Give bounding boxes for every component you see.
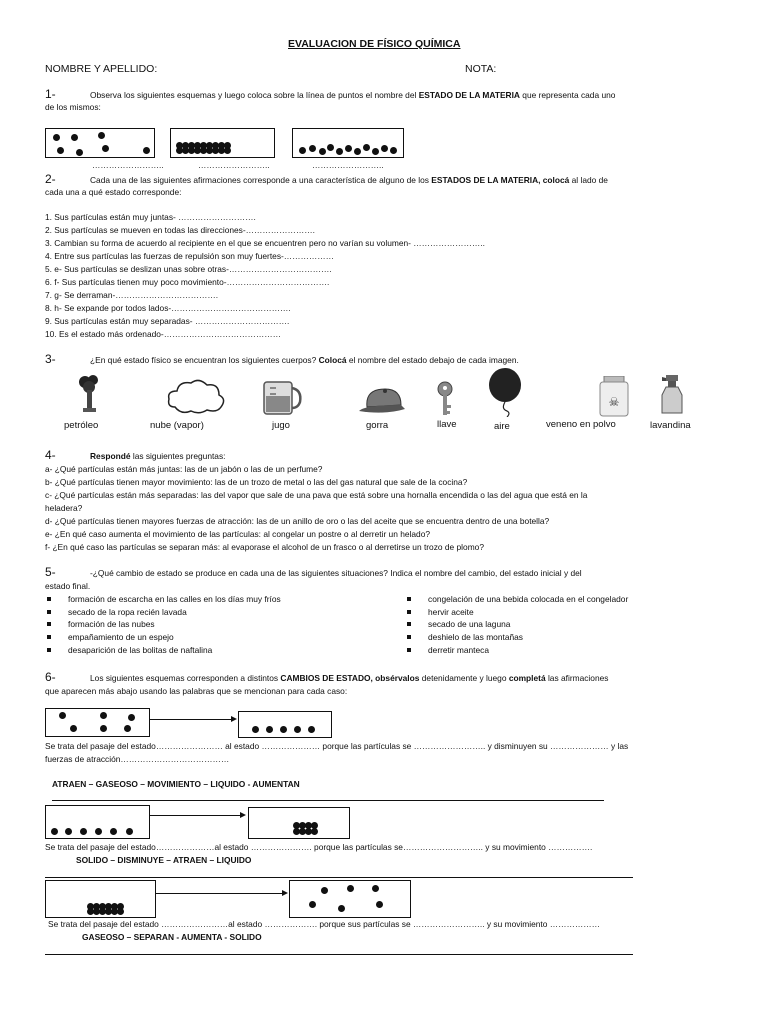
scheme1-liquid-box — [238, 711, 332, 738]
q5-left-item: desaparición de las bolitas de naftalina — [68, 645, 213, 655]
q2-item: 5. e- Sus partículas se deslizan unas sobre otras-………………………………. — [45, 264, 332, 274]
name-label: NOMBRE Y APELLIDO: — [45, 63, 158, 75]
image-label: jugo — [272, 420, 290, 431]
q2-item: 7. g- Se derraman-………………………………. — [45, 290, 219, 300]
q2-text: Cada una de las siguientes afirmaciones corresponde a una característica de alguno de los ESTADOS DE LA MATERIA, colocá al lado de — [90, 175, 608, 185]
q6-text-cont: que aparecen más abajo usando las palabras que se mencionan para cada caso: — [45, 686, 348, 696]
q2-item: 9. Sus partículas están muy separadas- ……………………………. — [45, 316, 290, 326]
q5-left-item: formación de escarcha en las calles en los días muy fríos — [68, 594, 281, 604]
q5-right-item: derretir manteca — [428, 645, 489, 655]
image-label: lavandina — [650, 420, 691, 431]
solid-diagram — [170, 128, 275, 158]
q5-number: 5- — [45, 565, 56, 579]
q4-item: d- ¿Qué partículas tienen mayores fuerzas de atracción: las de un anillo de oro o las del aceite que se encuentra dentro de una botella? — [45, 516, 550, 526]
scheme1-sentence-cont[interactable]: fuerzas de atracción………………………………… — [45, 754, 230, 764]
q1-text: Observa los siguientes esquemas y luego coloca sobre la línea de puntos el nombre del ESTADO DE LA MATERIA que representa cada uno — [90, 90, 616, 100]
scheme3-word-bank: GASEOSO – SEPARAN - AUMENTA - SOLIDO — [82, 932, 262, 942]
key-icon — [435, 381, 455, 419]
q5-right-item: secado de una laguna — [428, 619, 511, 629]
q1-text-cont: de los mismos: — [45, 102, 101, 112]
q4-item: f- ¿En qué caso las partículas se separan más: al evaporase el alcohol de un frasco o al derretirse un trozo de plomo? — [45, 542, 484, 552]
q1-number: 1- — [45, 87, 56, 101]
q5-text: -¿Qué cambio de estado se produce en cada una de las siguientes situaciones? Indica el nombre del cambio, del estado inicial y del — [90, 568, 582, 578]
liquid-diagram — [292, 128, 404, 158]
poison-jar-icon — [596, 376, 632, 418]
q2-item: 10. Es el estado más ordenado-…………………………………… — [45, 329, 281, 339]
scheme2-solid-box — [248, 807, 350, 839]
q5-right-item: deshielo de las montañas — [428, 632, 523, 642]
scheme2-liquid-box — [45, 805, 150, 839]
page-title: EVALUACION DE FÍSICO QUÍMICA — [288, 38, 461, 50]
measuring-jug-icon — [258, 378, 304, 418]
scheme2-word-bank: SOLIDO – DISMINUYE – ATRAEN – LIQUIDO — [76, 855, 252, 865]
q4-item: e- ¿En qué caso aumenta el movimiento de las partículas: al congelar un postre o al derretir un helado? — [45, 529, 431, 539]
q4-item: b- ¿Qué partículas tienen mayor movimiento: las de un trozo de metal o las del gas natural que sale de la cocina? — [45, 477, 468, 487]
q4-item: heladera? — [45, 503, 83, 513]
scheme3-sentence[interactable]: Se trata del pasaje del estado ……………………al estado ………………. porque sus partículas se …………………….. y su movimiento ……………… — [48, 919, 600, 929]
scheme3-gas-box — [289, 880, 411, 918]
balloon-icon — [485, 367, 525, 417]
oil-well-icon — [75, 374, 105, 414]
q5-right-item: hervir aceite — [428, 607, 474, 617]
q5-left-item: secado de la ropa recién lavada — [68, 607, 187, 617]
grade-label: NOTA: — [465, 63, 497, 75]
q4-item: c- ¿Qué partículas están más separadas: las del vapor que sale de una pava que está sobre una hornalla encendida o las del agua que está en la — [45, 490, 588, 500]
image-label: llave — [437, 419, 457, 430]
q5-text-cont: estado final. — [45, 581, 91, 591]
cloud-icon — [165, 377, 227, 417]
q2-item: 3. Cambian su forma de acuerdo al recipiente en el que se encuentren pero no varían su volumen- …………………….. — [45, 238, 485, 248]
q2-item: 1. Sus partículas están muy juntas- ………………………. — [45, 212, 256, 222]
scheme1-sentence[interactable]: Se trata del pasaje del estado…………………… al estado ………………… porque las partículas se …………………….. y disminuyen su ………………… y las — [45, 741, 629, 751]
image-label: nube (vapor) — [150, 420, 204, 431]
q6-text: Los siguientes esquemas corresponden a distintos CAMBIOS DE ESTADO, obsérvalos detenidamente y luego completá las afirmaciones — [90, 673, 609, 683]
answer-line-2[interactable]: …………………….. — [198, 160, 270, 170]
image-label: aire — [494, 421, 510, 432]
svg-text:☠: ☠ — [608, 395, 620, 409]
q3-number: 3- — [45, 352, 56, 366]
q5-left-item: empañamiento de un espejo — [68, 632, 174, 642]
gas-diagram — [45, 128, 155, 158]
q2-item: 8. h- Se expande por todos lados-……………………………………. — [45, 303, 291, 313]
q2-item: 6. f- Sus partículas tienen muy poco movimiento-………………………………. — [45, 277, 330, 287]
q4-item: a- ¿Qué partículas están más juntas: las de un jabón o las de un perfume? — [45, 464, 323, 474]
q3-text: ¿En qué estado físico se encuentran los siguientes cuerpos? Colocá el nombre del estado debajo de cada imagen. — [90, 355, 519, 365]
answer-line-1[interactable]: …………………….. — [92, 160, 164, 170]
q2-item: 4. Entre sus partículas las fuerzas de repulsión son muy fuertes-……………… — [45, 251, 335, 261]
answer-line-3[interactable]: …………………….. — [312, 160, 384, 170]
q5-left-item: formación de las nubes — [68, 619, 155, 629]
image-label: gorra — [366, 420, 389, 431]
q2-text-cont: cada una a qué estado corresponde: — [45, 187, 182, 197]
scheme1-gas-box — [45, 708, 150, 737]
q5-right-item: congelación de una bebida colocada en el congelador — [428, 594, 629, 604]
q4-number: 4- — [45, 448, 56, 462]
scheme3-solid-box — [45, 880, 156, 918]
scheme1-word-bank: ATRAEN – GASEOSO – MOVIMIENTO – LIQUIDO - AUMENTAN — [52, 779, 300, 789]
q4-text: Respondé las siguientes preguntas: — [90, 451, 226, 461]
cap-icon — [355, 385, 413, 419]
q6-number: 6- — [45, 670, 56, 684]
scheme2-sentence[interactable]: Se trata del pasaje del estado…………………al estado …………………. porque las partículas se……………………….. y su movimiento ……………. — [45, 842, 593, 852]
image-label: veneno en polvo — [546, 419, 616, 430]
q2-item: 2. Sus partículas se mueven en todas las direcciones-……………………. — [45, 225, 315, 235]
spray-bottle-icon — [660, 375, 686, 415]
q2-number: 2- — [45, 172, 56, 186]
image-label: petróleo — [64, 420, 99, 431]
